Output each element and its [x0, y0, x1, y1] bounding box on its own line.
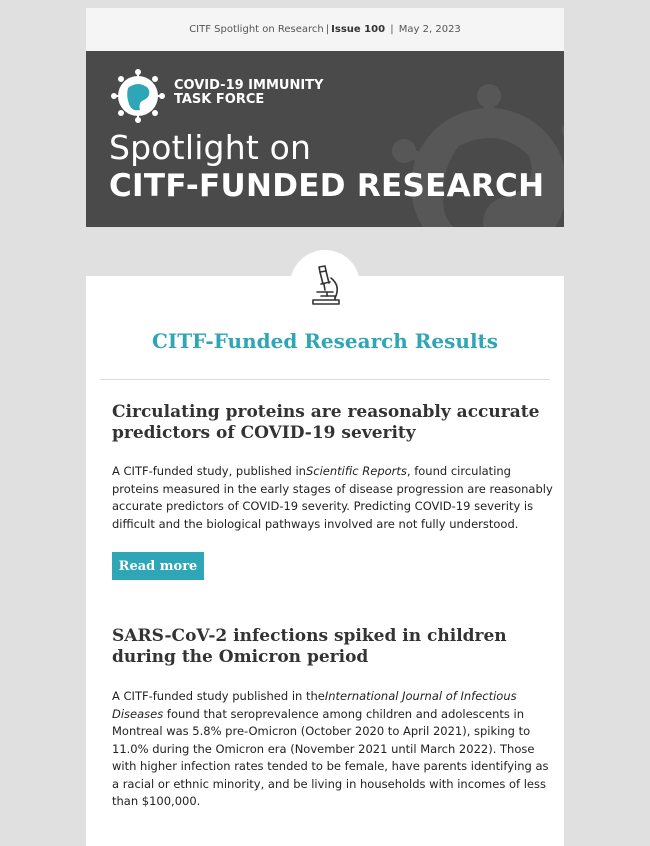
- hero-title-line1: Spotlight on: [109, 128, 312, 167]
- issue-date: May 2, 2023: [398, 24, 461, 35]
- separator: |: [325, 24, 330, 35]
- section-title: CITF-Funded Research Results: [151, 329, 499, 353]
- article-summary-text: A CITF-funded study published in the: [112, 689, 325, 703]
- article-summary-text: , found circulating proteins measured in the early stages of disease progression are reasonably accurate predictors of COVID-19 severity. Predicting COVID-19 severity is difficult and the biological pathways involved are not fully understood.: [112, 464, 553, 531]
- journal-name: International Journal of Infectious Diseases: [112, 689, 517, 721]
- organization-name: [174, 79, 323, 107]
- newsletter-meta-bar: [86, 8, 564, 51]
- article-summary: [112, 688, 554, 811]
- citf-logo-icon: [110, 68, 166, 124]
- article-title[interactable]: Circulating proteins are reasonably accurate predictors of COVID-19 severity: [112, 402, 540, 443]
- separator: |: [387, 24, 397, 35]
- org-name-line2: TASK FORCE: [174, 92, 265, 107]
- microscope-icon: [307, 264, 343, 306]
- content-card: [86, 276, 564, 846]
- article-title[interactable]: SARS-CoV-2 infections spiked in children during the Omicron period: [112, 626, 507, 667]
- journal-name: Scientific Reports: [305, 464, 407, 478]
- hero-title-line2: CITF-FUNDED RESEARCH: [109, 168, 545, 204]
- article-summary: [112, 463, 554, 533]
- article-summary-text: A CITF-funded study, published in: [112, 464, 306, 478]
- org-name-line1: COVID-19 IMMUNITY: [174, 78, 324, 93]
- read-more-button[interactable]: Read more: [112, 552, 204, 580]
- issue-number: Issue 100: [331, 24, 386, 35]
- hero-banner: [86, 51, 564, 227]
- newsletter-name: CITF Spotlight on Research: [189, 24, 324, 35]
- section-badge: [290, 250, 360, 320]
- section-divider: [100, 379, 550, 380]
- article-summary-text: found that seroprevalence among children and adolescents in Montreal was 5.8% pre-Omicron (October 2020 to April 2021), spiking to 11.0% during the Omicron era (November 2021 until March 2022). Those with higher infection rates tended to be female, have parents identifying as a racial or ethnic minority, and be living in households with incomes of less than $100,000.: [112, 706, 549, 808]
